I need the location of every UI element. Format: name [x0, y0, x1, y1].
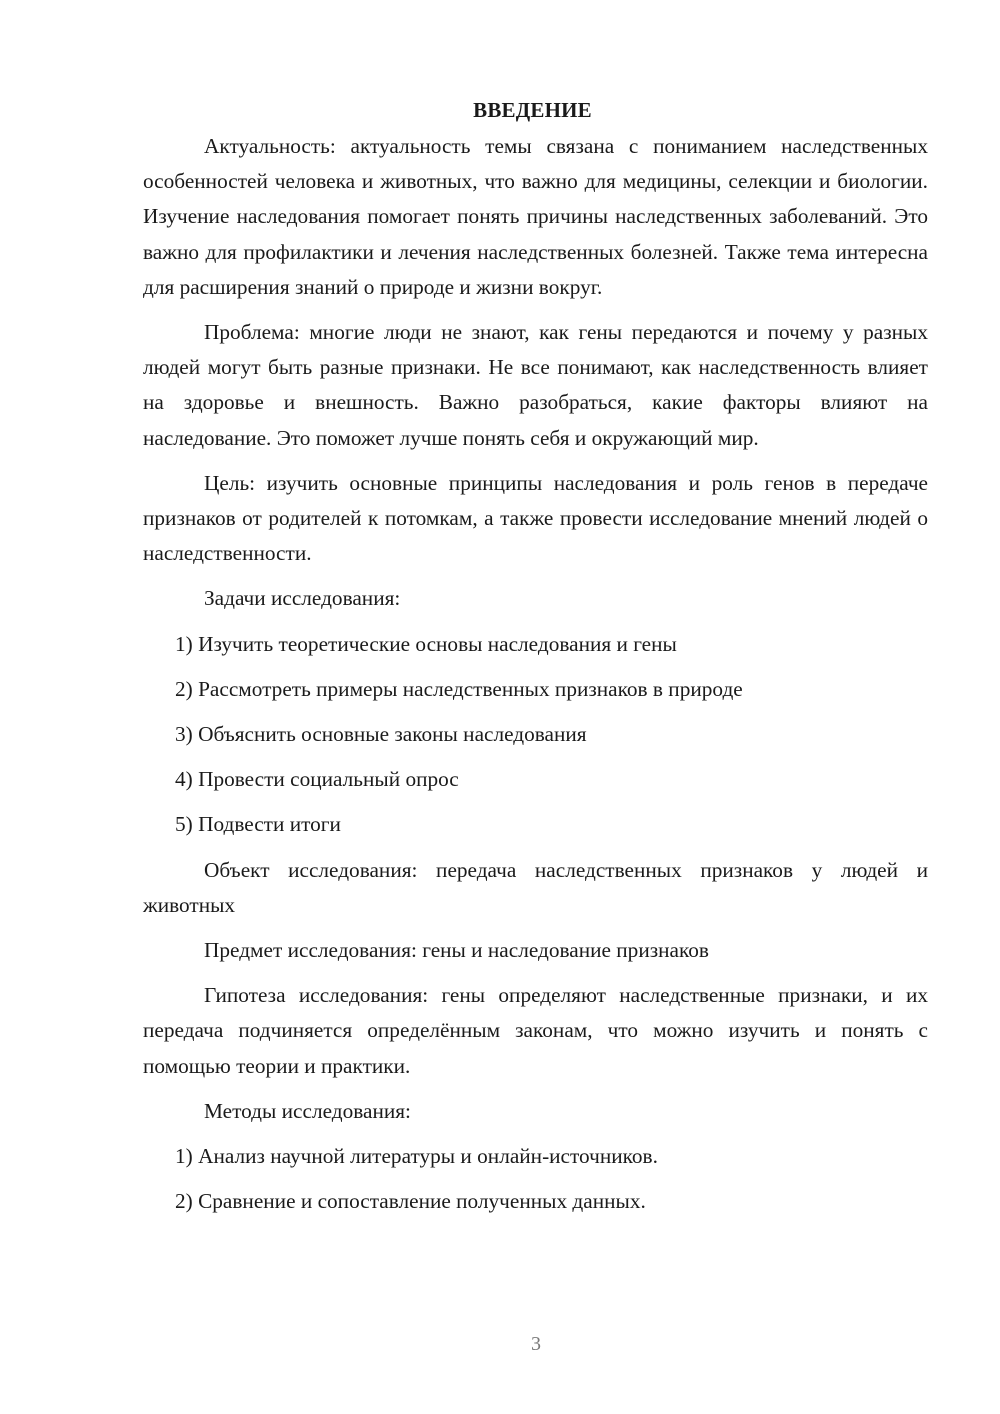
list-item: 2) Рассмотреть примеры наследственных признаков в природе: [175, 676, 743, 701]
section-title: ВВЕДЕНИЕ: [473, 98, 592, 122]
goal-paragraph: Цель: изучить основные принципы наследования и роль генов в передаче признаков от родителей к потомкам, а также провести исследование мнений людей о наследственности.: [143, 470, 928, 566]
tasks-list: [143, 627, 928, 843]
list-item: 2) Сравнение и сопоставление полученных данных.: [175, 1189, 646, 1214]
document-page: [143, 93, 928, 1229]
subject-paragraph: Предмет исследования: гены и наследование признаков: [204, 938, 709, 963]
object-paragraph: Объект исследования: передача наследственных признаков у людей и животных: [143, 857, 928, 917]
list-item: 1) Изучить теоретические основы наследования и гены: [175, 631, 677, 656]
methods-list: [143, 1139, 928, 1219]
methods-heading: Методы исследования:: [204, 1098, 411, 1123]
relevance-paragraph: Актуальность: актуальность темы связана с пониманием наследственных особенностей человека и животных, что важно для медицины, селекции и биологии. Изучение наследования помогает понять причины наследственных заболеваний. Это важно для профилактики и лечения наследственных болезней. Также тема интересна для расширения знаний о природе и жизни вокруг.: [143, 134, 928, 299]
tasks-heading: Задачи исследования:: [204, 586, 401, 611]
list-item: 4) Провести социальный опрос: [175, 767, 459, 792]
hypothesis-paragraph: Гипотеза исследования: гены определяют наследственные признаки, и их передача подчиняется определённым законам, что можно изучить и понять с помощью теории и практики.: [143, 983, 928, 1078]
list-item: 1) Анализ научной литературы и онлайн-источников.: [175, 1144, 658, 1169]
page-number: 3: [531, 1333, 541, 1355]
list-item: 5) Подвести итоги: [175, 812, 341, 837]
list-item: 3) Объяснить основные законы наследования: [175, 722, 587, 747]
problem-paragraph: Проблема: многие люди не знают, как гены передаются и почему у разных людей могут быть разные признаки. Не все понимают, как наследственность влияет на здоровье и внешность. Важно разобраться, какие факторы влияют на наследование. Это поможет лучше понять себя и окружающий мир.: [143, 320, 928, 450]
